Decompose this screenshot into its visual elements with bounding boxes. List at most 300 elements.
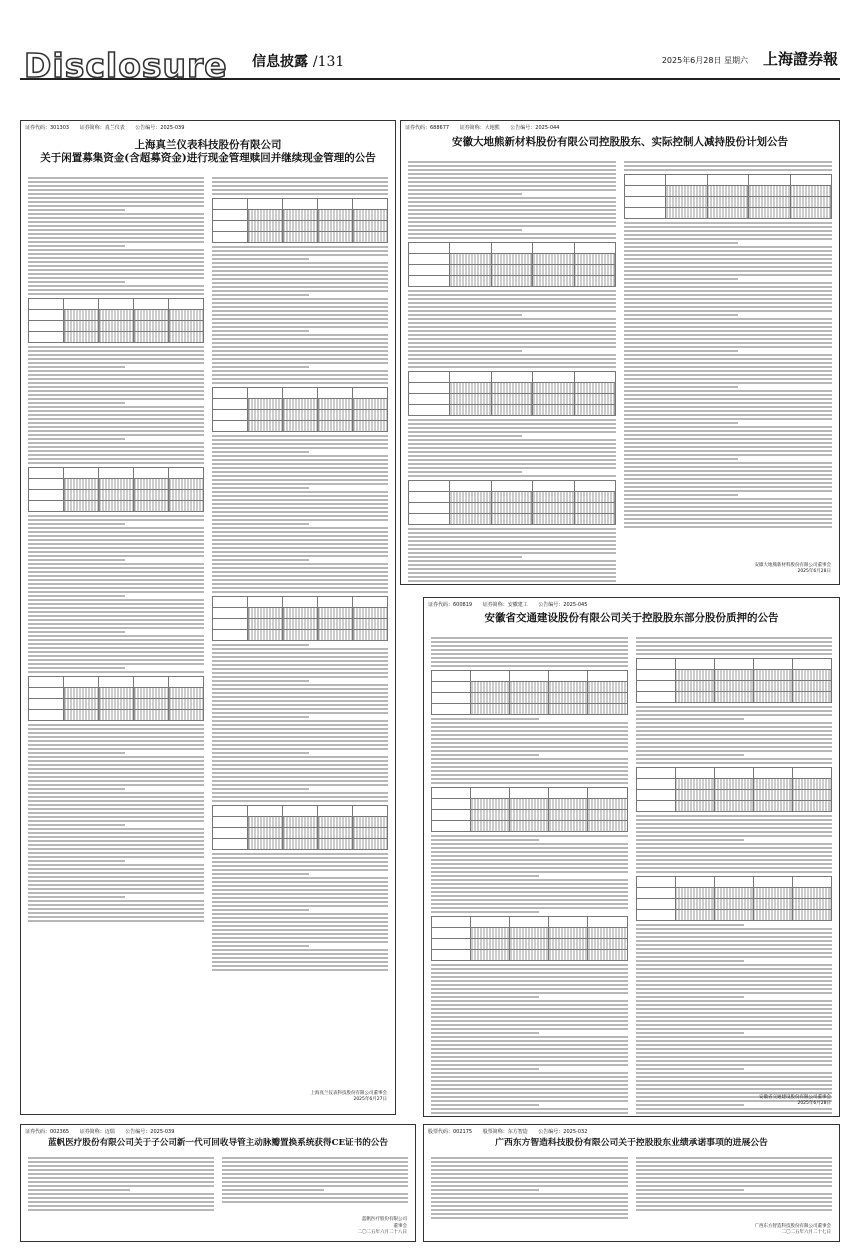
text-line (212, 378, 388, 380)
text-line (212, 660, 388, 662)
text-line (636, 924, 744, 926)
text-line (624, 518, 832, 520)
text-line (28, 635, 204, 637)
text-line (431, 782, 628, 784)
text-line (28, 189, 204, 191)
text-line (636, 1016, 833, 1018)
text-line (624, 470, 832, 472)
text-line (636, 1209, 833, 1211)
text-line (431, 1096, 628, 1098)
text-line (212, 471, 388, 473)
text-line (431, 1217, 628, 1219)
text-line (431, 758, 628, 760)
text-line (636, 827, 833, 829)
text-line (431, 899, 628, 901)
text-line (624, 486, 832, 488)
text-line (212, 350, 388, 352)
text-line (212, 941, 388, 943)
text-line (636, 1040, 833, 1042)
text-line (28, 619, 204, 621)
text-line (212, 748, 388, 750)
text-line (212, 326, 388, 328)
text-line (28, 245, 125, 247)
text-line (212, 177, 388, 179)
text-line (624, 410, 832, 412)
text-line (431, 1116, 628, 1117)
text-line (624, 282, 832, 284)
text-line (28, 277, 204, 279)
text-line (212, 957, 388, 959)
text-line (212, 483, 388, 485)
text-line (624, 442, 832, 444)
text-line (28, 209, 125, 211)
signature: 安徽省交通建设股份有限公司董事会 2025年6月28日 (759, 1094, 831, 1107)
text-line (28, 253, 204, 255)
announcement-meta (424, 598, 839, 608)
text-line (212, 668, 388, 670)
text-line (431, 1104, 539, 1106)
text-line (636, 1157, 833, 1159)
text-line (431, 1193, 628, 1195)
body-text-left (431, 635, 628, 1117)
text-line (222, 1161, 408, 1163)
text-line (636, 1072, 833, 1074)
text-line (431, 774, 628, 776)
announcement-meta (424, 1125, 839, 1135)
text-line (28, 462, 204, 464)
text-line (624, 378, 832, 380)
text-line (624, 426, 832, 428)
text-line (408, 467, 616, 469)
text-line (431, 770, 628, 772)
announcement-title: 安徽省交通建设股份有限公司关于控股股东部分股份质押的公告 (484, 612, 779, 624)
text-line (28, 450, 204, 452)
text-line (636, 706, 833, 708)
text-line (636, 1032, 744, 1034)
text-line (212, 459, 388, 461)
text-line (624, 526, 832, 528)
text-line (408, 540, 616, 542)
text-line (431, 645, 628, 647)
text-line (624, 510, 832, 512)
text-line (212, 881, 388, 883)
stock-code: 证券代码：301303 (25, 125, 70, 131)
text-line (636, 871, 833, 873)
text-line (28, 1209, 214, 1211)
text-line (431, 1209, 628, 1211)
announcement-meta (21, 1125, 415, 1135)
text-line (28, 285, 204, 287)
text-line (624, 350, 738, 352)
stock-code: 股票代码：002175 (428, 1129, 473, 1135)
text-line (624, 502, 832, 504)
text-line (212, 503, 388, 505)
text-line (28, 864, 204, 866)
text-line (408, 580, 616, 582)
text-line (28, 346, 204, 348)
text-line (212, 531, 388, 533)
text-line (28, 519, 204, 521)
text-line (431, 726, 628, 728)
text-line (28, 523, 125, 525)
text-line (28, 289, 204, 291)
text-line (431, 750, 628, 752)
text-line (28, 780, 204, 782)
text-line (636, 1036, 833, 1038)
text-line (212, 732, 388, 734)
text-line (28, 281, 125, 283)
text-line (431, 1205, 628, 1207)
announcement-title: 上海真兰仪表科技股份有限公司 关于闲置募集资金(含超募资金)进行现金管理赎回并继续现金管理的公告 (40, 139, 376, 165)
text-line (28, 249, 204, 251)
text-line (431, 1108, 628, 1110)
text-line (222, 1173, 408, 1175)
text-line (408, 306, 616, 308)
text-line (28, 623, 204, 625)
text-line (212, 917, 388, 919)
text-line (212, 724, 388, 726)
notice-number: 公告编号：2025-039 (125, 1129, 175, 1135)
text-line (212, 334, 388, 336)
text-line (28, 515, 204, 517)
text-line (431, 657, 628, 659)
text-line (408, 475, 616, 477)
text-line (431, 847, 628, 849)
text-line (636, 1004, 833, 1006)
text-line (431, 1040, 628, 1042)
text-line (431, 964, 628, 966)
text-line (624, 262, 832, 264)
text-line (212, 744, 388, 746)
text-line (431, 972, 628, 974)
text-line (408, 346, 616, 348)
text-line (408, 290, 616, 292)
text-line (212, 776, 388, 778)
text-line (636, 1165, 833, 1167)
text-line (431, 1080, 628, 1082)
text-line (212, 330, 309, 332)
text-line (624, 250, 832, 252)
text-line (431, 1000, 628, 1002)
text-line (408, 205, 616, 207)
text-line (431, 1189, 539, 1191)
stock-name: 证券简称：安徽建工 (482, 602, 528, 608)
notice-number: 公告编号：2025-045 (538, 602, 588, 608)
text-line (28, 193, 204, 195)
text-line (212, 322, 388, 324)
text-line (222, 1181, 408, 1183)
text-line (431, 1068, 539, 1070)
text-line (431, 641, 628, 643)
signature: 安徽大地熊新材料股份有限公司董事会 2025年6月28日 (754, 562, 831, 575)
text-line (431, 1012, 628, 1014)
text-line (636, 851, 833, 853)
text-line (28, 527, 204, 529)
text-line (28, 579, 204, 581)
text-line (212, 893, 388, 895)
text-line (28, 800, 204, 802)
text-line (212, 716, 309, 718)
body-text-right (212, 175, 388, 973)
text-line (431, 996, 539, 998)
text-line (408, 459, 616, 461)
text-line (408, 419, 616, 421)
text-line (636, 952, 833, 954)
text-line (212, 479, 388, 481)
text-line (636, 944, 833, 946)
text-line (431, 911, 539, 913)
text-line (28, 293, 204, 295)
text-line (212, 768, 388, 770)
text-line (222, 1165, 408, 1167)
text-line (431, 649, 628, 651)
text-line (636, 835, 833, 837)
text-line (28, 776, 204, 778)
text-line (636, 1084, 833, 1086)
text-line (431, 976, 628, 978)
text-line (408, 455, 616, 457)
text-line (624, 230, 832, 232)
text-line (28, 1205, 214, 1207)
text-line (28, 728, 204, 730)
text-line (212, 310, 388, 312)
text-line (636, 645, 833, 647)
text-line (28, 667, 125, 669)
text-line (624, 430, 832, 432)
text-line (212, 788, 309, 790)
text-line (624, 258, 832, 260)
text-line (431, 1161, 628, 1163)
text-line (624, 266, 832, 268)
text-line (431, 1024, 628, 1026)
text-line (28, 768, 204, 770)
text-line (431, 665, 628, 667)
text-line (624, 402, 832, 404)
text-line (636, 758, 833, 760)
text-line (212, 185, 388, 187)
text-line (212, 756, 388, 758)
text-line (212, 318, 388, 320)
data-table (212, 596, 388, 641)
text-line (212, 250, 388, 252)
text-line (212, 543, 388, 545)
text-line (636, 1064, 833, 1066)
text-line (431, 1048, 628, 1050)
text-line (636, 867, 833, 869)
text-line (624, 302, 832, 304)
text-line (28, 912, 204, 914)
text-line (212, 800, 388, 802)
text-line (431, 835, 628, 837)
text-line (28, 547, 204, 549)
text-line (28, 599, 204, 601)
text-line (431, 653, 628, 655)
text-line (28, 740, 204, 742)
text-line (624, 286, 832, 288)
text-line (212, 680, 309, 682)
text-line (636, 762, 833, 764)
text-line (636, 976, 833, 978)
text-line (431, 718, 539, 720)
announcement-anhui-jiaojian (423, 597, 840, 1117)
text-line (28, 884, 204, 886)
text-line (636, 1068, 744, 1070)
text-line (28, 555, 204, 557)
text-line (624, 165, 832, 167)
text-line (28, 583, 204, 585)
text-line (28, 370, 204, 372)
text-line (408, 548, 616, 550)
text-line (431, 778, 628, 780)
newspaper-name: 上海證券報 (762, 50, 838, 68)
text-line (212, 463, 388, 465)
text-line (212, 366, 309, 368)
text-line (212, 901, 388, 903)
text-line (28, 1197, 214, 1199)
text-line (624, 334, 832, 336)
text-line (212, 688, 388, 690)
text-line (636, 823, 833, 825)
text-line (212, 780, 388, 782)
text-line (28, 269, 204, 271)
text-line (624, 278, 738, 280)
text-line (624, 374, 832, 376)
text-line (28, 880, 204, 882)
text-line (212, 487, 309, 489)
text-line (624, 254, 832, 256)
text-line (408, 213, 616, 215)
text-line (408, 229, 522, 231)
text-line (408, 362, 616, 364)
text-line (212, 865, 388, 867)
text-line (431, 863, 628, 865)
text-line (624, 398, 832, 400)
text-line (408, 536, 616, 538)
text-line (408, 354, 616, 356)
text-line (624, 474, 832, 476)
text-line (624, 338, 832, 340)
text-line (636, 1116, 833, 1117)
body-text-right (222, 1155, 408, 1213)
text-line (624, 522, 832, 524)
text-line (408, 427, 616, 429)
text-line (28, 752, 125, 754)
text-line (408, 322, 616, 324)
text-line (624, 390, 832, 392)
text-line (431, 843, 628, 845)
text-line (28, 748, 204, 750)
text-line (212, 551, 388, 553)
stock-name: 股票简称：东方智造 (482, 1129, 528, 1135)
text-line (28, 603, 204, 605)
text-line (408, 302, 616, 304)
text-line (28, 438, 125, 440)
text-line (28, 671, 204, 673)
announcement-title: 蓝帆医疗股份有限公司关于子公司新一代可回收导管主动脉瓣置换系统获得CE证书的公告 (48, 1138, 388, 1148)
text-line (624, 290, 832, 292)
text-line (28, 852, 204, 854)
text-line (431, 1213, 628, 1215)
text-line (212, 306, 388, 308)
text-line (431, 1185, 628, 1187)
text-line (28, 627, 204, 629)
text-line (212, 523, 309, 525)
text-line (28, 607, 204, 609)
announcement-meta (401, 121, 839, 131)
text-line (28, 406, 204, 408)
text-line (212, 877, 388, 879)
disclosure-logo: Disclosure (24, 46, 228, 85)
text-line (28, 394, 204, 396)
text-line (408, 173, 616, 175)
text-line (212, 181, 388, 183)
data-table (212, 198, 388, 243)
text-line (408, 556, 522, 558)
text-line (408, 552, 616, 554)
text-line (28, 213, 204, 215)
masthead (20, 44, 840, 85)
text-line (212, 262, 388, 264)
text-line (222, 1193, 408, 1195)
text-line (28, 792, 204, 794)
text-line (431, 1020, 628, 1022)
text-line (636, 936, 833, 938)
text-line (624, 458, 738, 460)
text-line (28, 659, 204, 661)
text-line (28, 824, 125, 826)
text-line (212, 443, 388, 445)
text-line (212, 648, 388, 650)
text-line (212, 559, 309, 561)
text-line (28, 1157, 214, 1159)
text-line (636, 863, 833, 865)
text-line (28, 772, 204, 774)
text-line (431, 895, 628, 897)
text-line (431, 1060, 628, 1062)
text-line (28, 828, 204, 830)
text-line (636, 1201, 833, 1203)
text-line (28, 896, 125, 898)
text-line (212, 451, 309, 453)
text-line (28, 816, 204, 818)
text-line (636, 730, 833, 732)
notice-number: 公告编号：2025-039 (135, 125, 185, 131)
text-line (212, 535, 388, 537)
stock-name: 证券简称：迈瑞 (79, 1129, 115, 1135)
text-line (28, 1165, 214, 1167)
text-line (636, 1189, 744, 1191)
text-line (408, 177, 616, 179)
text-line (28, 744, 204, 746)
text-line (212, 861, 388, 863)
text-line (212, 772, 388, 774)
text-line (636, 722, 833, 724)
text-line (408, 189, 616, 191)
text-line (636, 1060, 833, 1062)
text-line (212, 869, 388, 871)
text-line (636, 1020, 833, 1022)
text-line (624, 414, 832, 416)
text-line (28, 788, 125, 790)
text-line (28, 639, 204, 641)
text-line (28, 764, 204, 766)
text-line (28, 724, 204, 726)
text-line (636, 1056, 833, 1058)
text-line (212, 696, 388, 698)
announcement-meta (21, 121, 395, 131)
text-line (28, 241, 204, 243)
data-table (431, 916, 628, 961)
